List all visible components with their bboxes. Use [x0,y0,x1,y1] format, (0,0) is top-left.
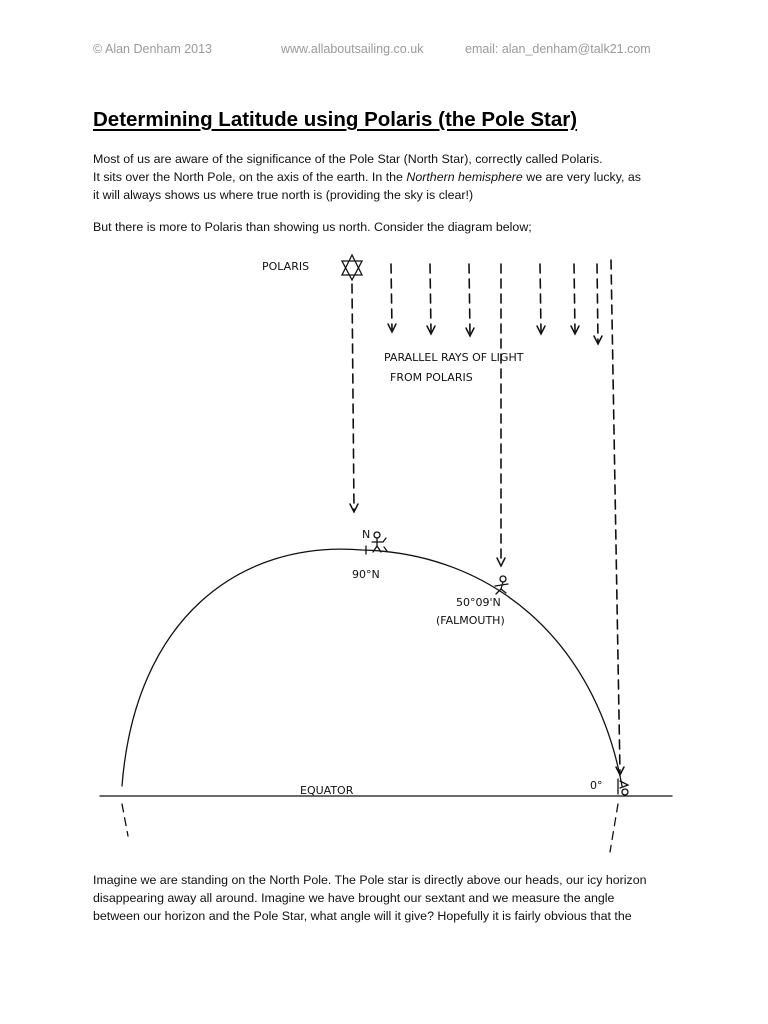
ray-3 [469,264,470,334]
intro-line-2-emphasis: Northern hemisphere [406,170,523,184]
intro-line-2-end: we are very lucky, as [522,170,642,184]
ray-2 [430,264,431,332]
copyright-notice: © Alan Denham 2013 [93,42,213,56]
north-pole-letter: N [362,528,371,541]
website-link[interactable]: www.allaboutsailing.co.uk [281,42,424,56]
ray-to-equator [611,260,620,773]
falmouth-name: (FALMOUTH) [436,614,505,627]
closing-line-2: disappearing away all around. Imagine we have brought our sextant and we measure the angle [93,891,615,905]
intro-line-2-start: It sits over the North Pole, on the axis of the earth. In the [93,170,407,184]
earth-southern-continuation-left [122,804,128,836]
latitude-diagram [90,248,690,858]
page-title: Determining Latitude using Polaris (the Pole Star) [93,108,578,131]
north-pole-latitude: 90°N [352,568,380,581]
ray-1 [391,264,392,330]
closing-paragraph [93,871,683,925]
polaris-star-icon [342,255,362,280]
ray-5 [574,264,575,332]
equator-label: EQUATOR [300,784,354,797]
rays-label-line-1: PARALLEL RAYS OF LIGHT [384,351,524,364]
intro-line-3: it will always shows us where true north is (providing the sky is clear!) [93,188,474,202]
ray-to-pole-arrowhead [350,504,358,512]
earth-southern-continuation-right [610,804,618,852]
polaris-label: POLARIS [262,260,310,273]
light-rays [350,260,624,775]
falmouth-latitude: 50°09'N [456,596,501,609]
closing-line-3: between our horizon and the Pole Star, what angle will it give? Hopefully it is fairly obvious that the [93,909,632,923]
equator-observer-icon [618,779,628,795]
intro-line-2 [93,168,683,186]
intro-line-1: Most of us are aware of the significance of the Pole Star (North Star), correctly called Polaris. [93,152,603,166]
ray-4 [540,264,541,332]
intro-paragraph [93,150,683,204]
email-address[interactable]: email: alan_denham@talk21.com [465,42,651,56]
lead-paragraph: But there is more to Polaris than showing us north. Consider the diagram below; [93,220,532,234]
ray-6 [597,264,598,342]
closing-line-1: Imagine we are standing on the North Pole. The Pole star is directly above our heads, our icy horizon [93,873,647,887]
equator-latitude: 0° [590,779,603,792]
earth-hemisphere-outline [122,549,622,786]
ray-to-falmouth-arrowhead [497,558,505,566]
ray-to-pole [352,284,354,510]
rays-label-line-2: FROM POLARIS [390,371,473,384]
